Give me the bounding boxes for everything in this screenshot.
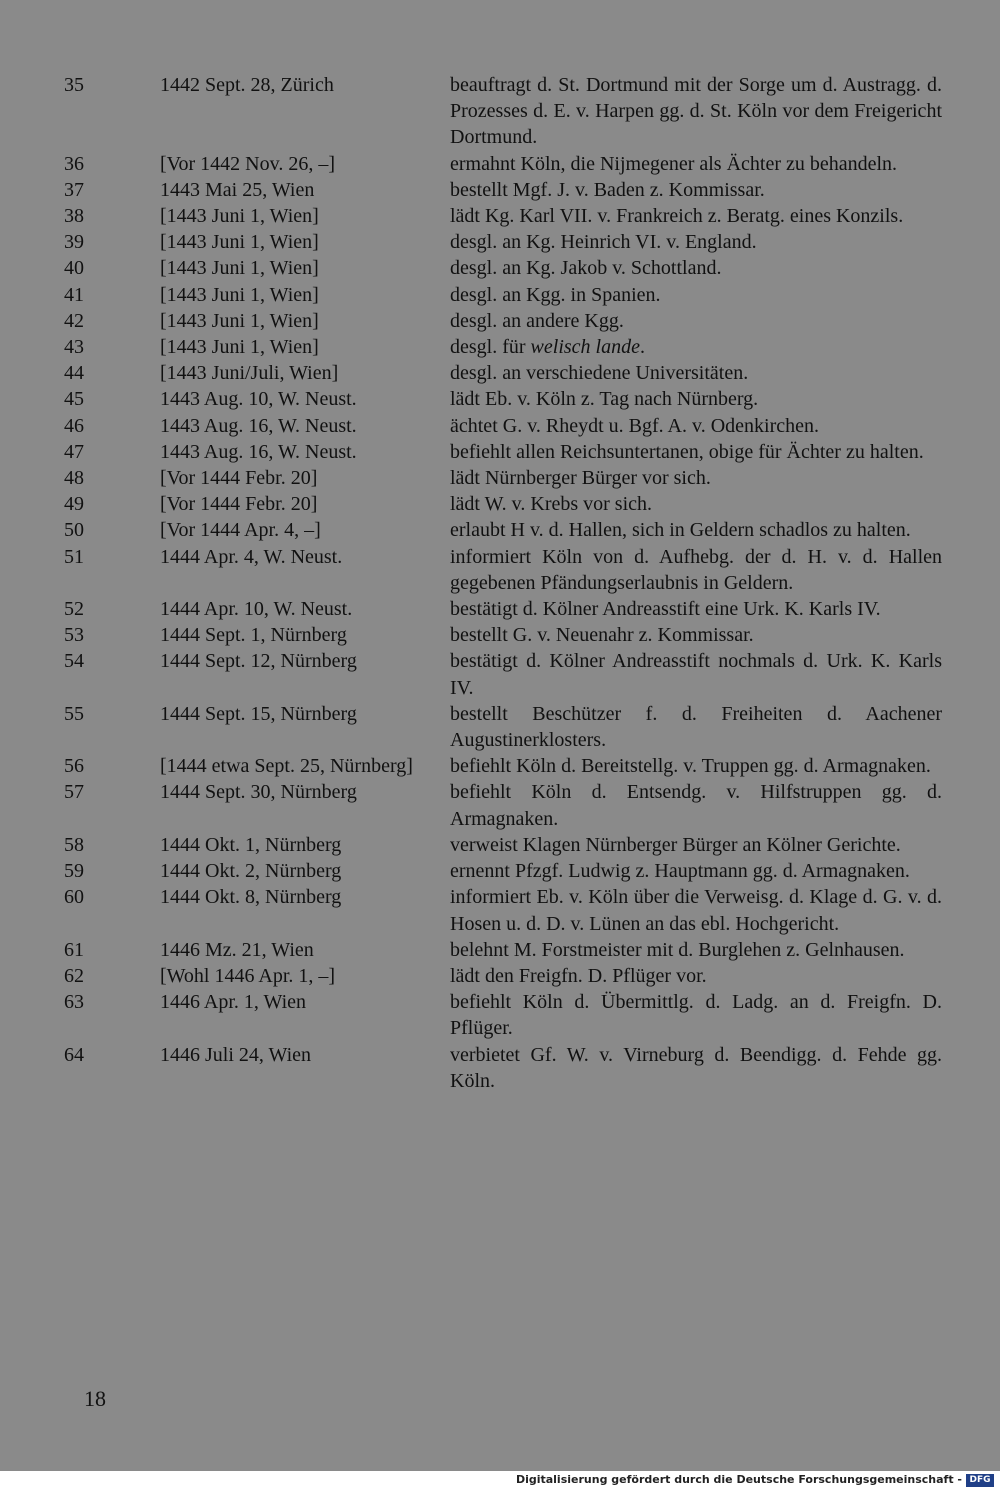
entry-number: 48 xyxy=(64,467,84,490)
entry-number: 50 xyxy=(64,519,84,542)
entry-date: [Vor 1444 Febr. 20] xyxy=(160,493,318,516)
entry-number: 56 xyxy=(64,755,84,778)
entry-date: [1443 Juni 1, Wien] xyxy=(160,336,319,359)
description-italic-text: welisch lande xyxy=(530,336,640,359)
entry-description: bestellt Mgf. J. v. Baden z. Kommissar. xyxy=(450,178,765,201)
entry-description: ernennt Pfzgf. Ludwig z. Hauptmann gg. d. Armagnaken. xyxy=(450,860,910,883)
entry-description: bestätigt d. Kölner Andreasstift nochmals d. Urk. K. Karls IV. xyxy=(450,650,942,699)
table-row xyxy=(0,282,1000,308)
description-tail: . xyxy=(639,336,645,359)
entry-number: 44 xyxy=(64,362,84,385)
entry-description: desgl. an Kgg. in Spanien. xyxy=(450,283,661,306)
table-row xyxy=(0,544,1000,596)
entry-date: 1446 Apr. 1, Wien xyxy=(160,991,307,1014)
entry-description: erlaubt H v. d. Hallen, sich in Geldern schadlos zu halten. xyxy=(450,519,911,542)
entry-number: 53 xyxy=(64,624,84,647)
entry-number: 55 xyxy=(64,702,84,725)
entry-number: 60 xyxy=(64,886,84,909)
table-row xyxy=(0,439,1000,465)
table-row xyxy=(0,832,1000,858)
entry-date: 1444 Apr. 10, W. Neust. xyxy=(160,598,353,621)
entry-date: [1443 Juni/Juli, Wien] xyxy=(160,362,339,385)
entry-number: 45 xyxy=(64,388,84,411)
entry-date: 1444 Sept. 1, Nürnberg xyxy=(160,624,347,647)
table-row xyxy=(0,989,1000,1041)
entry-description: informiert Köln von d. Aufhebg. der d. H. v. d. Hallen gegebenen Pfändungserlaubnis in Geldern. xyxy=(450,545,942,594)
dfg-logo-icon: DFG xyxy=(966,1474,994,1487)
entry-number: 59 xyxy=(64,860,84,883)
table-row xyxy=(0,596,1000,622)
entry-description: befiehlt Köln d. Übermittlg. d. Ladg. an d. Freigfn. D. Pflüger. xyxy=(450,991,942,1040)
entry-number: 64 xyxy=(64,1043,84,1066)
entry-description: befiehlt allen Reichsuntertanen, obige für Ächter zu halten. xyxy=(450,440,924,463)
entry-number: 47 xyxy=(64,440,84,463)
entry-description: informiert Eb. v. Köln über die Verweisg. d. Klage d. G. v. d. Hosen u. d. D. v. Lünen an das ebl. Hochgericht. xyxy=(450,886,942,935)
entry-number: 37 xyxy=(64,178,84,201)
entry-date: [1443 Juni 1, Wien] xyxy=(160,257,319,280)
entry-date: 1444 Sept. 30, Nürnberg xyxy=(160,781,357,804)
entry-date: 1444 Okt. 1, Nürnberg xyxy=(160,833,342,856)
entry-number: 46 xyxy=(64,414,84,437)
table-row xyxy=(0,465,1000,491)
entry-date: [Wohl 1446 Apr. 1, –] xyxy=(160,964,336,987)
table-row xyxy=(0,779,1000,831)
entry-description: befiehlt Köln d. Entsendg. v. Hilfstruppen gg. d. Armagnaken. xyxy=(450,781,942,830)
entry-description: lädt W. v. Krebs vor sich. xyxy=(450,493,653,516)
entry-description: desgl. an Kg. Jakob v. Schottland. xyxy=(450,257,722,280)
entry-number: 51 xyxy=(64,545,84,568)
entry-number: 42 xyxy=(64,309,84,332)
table-row xyxy=(0,963,1000,989)
entry-date: 1442 Sept. 28, Zürich xyxy=(160,74,334,96)
description-text: desgl. für xyxy=(450,336,526,359)
entry-description: lädt den Freigfn. D. Pflüger vor. xyxy=(450,964,707,987)
entry-date: 1443 Aug. 16, W. Neust. xyxy=(160,440,357,463)
entry-description: befiehlt Köln d. Bereitstellg. v. Truppen gg. d. Armagnaken. xyxy=(450,755,931,778)
entry-number: 38 xyxy=(64,205,84,228)
entry-number: 35 xyxy=(64,74,84,96)
entry-date: 1446 Mz. 21, Wien xyxy=(160,938,314,961)
entry-date: 1444 Sept. 15, Nürnberg xyxy=(160,702,357,725)
entry-date: 1444 Okt. 8, Nürnberg xyxy=(160,886,342,909)
entry-number: 58 xyxy=(64,833,84,856)
entry-date: 1444 Okt. 2, Nürnberg xyxy=(160,860,342,883)
entry-description: bestätigt d. Kölner Andreasstift eine Urk. K. Karls IV. xyxy=(450,598,881,621)
entry-date: [Vor 1442 Nov. 26, –] xyxy=(160,152,335,175)
table-row xyxy=(0,701,1000,753)
entry-description: lädt Eb. v. Köln z. Tag nach Nürnberg. xyxy=(450,388,759,411)
entry-description: lädt Nürnberger Bürger vor sich. xyxy=(450,467,711,490)
table-row xyxy=(0,151,1000,177)
table-row xyxy=(0,858,1000,884)
entry-number: 41 xyxy=(64,283,84,306)
register-table xyxy=(0,72,1000,1094)
entry-description: desgl. an verschiedene Universitäten. xyxy=(450,362,749,385)
table-row xyxy=(0,753,1000,779)
table-row xyxy=(0,491,1000,517)
table-row xyxy=(0,203,1000,229)
entry-date: [1443 Juni 1, Wien] xyxy=(160,231,319,254)
entry-date: 1444 Apr. 4, W. Neust. xyxy=(160,545,343,568)
entry-description: belehnt M. Forstmeister mit d. Burglehen z. Gelnhausen. xyxy=(450,938,905,961)
entry-number: 36 xyxy=(64,152,84,175)
table-row xyxy=(0,255,1000,281)
table-row xyxy=(0,517,1000,543)
entry-date: [1443 Juni 1, Wien] xyxy=(160,283,319,306)
entry-number: 43 xyxy=(64,336,84,359)
entry-number: 39 xyxy=(64,231,84,254)
entry-date: [1443 Juni 1, Wien] xyxy=(160,309,319,332)
table-row xyxy=(0,413,1000,439)
entry-date: [1444 etwa Sept. 25, Nürnberg] xyxy=(160,755,413,778)
entry-number: 49 xyxy=(64,493,84,516)
entry-description: bestellt G. v. Neuenahr z. Kommissar. xyxy=(450,624,754,647)
entry-date: 1444 Sept. 12, Nürnberg xyxy=(160,650,357,673)
page-number: 18 xyxy=(84,1386,106,1411)
table-row xyxy=(0,308,1000,334)
table-row xyxy=(0,334,1000,360)
entry-description: lädt Kg. Karl VII. v. Frankreich z. Beratg. eines Konzils. xyxy=(450,205,904,228)
table-row xyxy=(0,72,1000,151)
entry-description: ermahnt Köln, die Nijmegener als Ächter zu behandeln. xyxy=(450,152,898,175)
entry-description: desgl. an andere Kgg. xyxy=(450,309,624,332)
entry-number: 57 xyxy=(64,781,84,804)
entry-date: 1443 Aug. 10, W. Neust. xyxy=(160,388,357,411)
entry-description: verbietet Gf. W. v. Virneburg d. Beendigg. d. Fehde gg. Köln. xyxy=(450,1043,942,1092)
table-row xyxy=(0,1042,1000,1094)
table-row xyxy=(0,360,1000,386)
table-row xyxy=(0,177,1000,203)
entry-description: bestellt Beschützer f. d. Freiheiten d. Aachener Augustinerklosters. xyxy=(450,702,942,752)
table-row xyxy=(0,937,1000,963)
entry-date: [1443 Juni 1, Wien] xyxy=(160,205,319,228)
entry-number: 40 xyxy=(64,257,84,280)
entry-number: 62 xyxy=(64,964,84,987)
table-row xyxy=(0,386,1000,412)
entry-description: verweist Klagen Nürnberger Bürger an Kölner Gerichte. xyxy=(450,833,901,856)
entry-description: ächtet G. v. Rheydt u. Bgf. A. v. Odenkirchen. xyxy=(450,414,819,437)
footer-funding-text: Digitalisierung gefördert durch die Deutsche Forschungsgemeinschaft - xyxy=(515,1473,962,1486)
table-row xyxy=(0,229,1000,255)
entry-description: beauftragt d. St. Dortmund mit der Sorge um d. Austragg. d. Prozesses d. E. v. Harpen gg. d. St. Köln vor dem Freigericht Dortmund. xyxy=(450,74,942,149)
table-row xyxy=(0,622,1000,648)
entry-number: 61 xyxy=(64,938,84,961)
entry-date: [Vor 1444 Febr. 20] xyxy=(160,467,318,490)
table-row xyxy=(0,884,1000,936)
entry-date: [Vor 1444 Apr. 4, –] xyxy=(160,519,321,542)
entry-date: 1446 Juli 24, Wien xyxy=(160,1043,312,1066)
entry-description xyxy=(450,334,942,360)
entry-number: 54 xyxy=(64,650,84,673)
entry-date: 1443 Mai 25, Wien xyxy=(160,178,315,201)
entry-description: desgl. an Kg. Heinrich VI. v. England. xyxy=(450,231,757,254)
entry-date: 1443 Aug. 16, W. Neust. xyxy=(160,414,357,437)
footer-bar xyxy=(0,1471,1000,1491)
entry-number: 63 xyxy=(64,991,84,1014)
table-row xyxy=(0,648,1000,700)
entry-number: 52 xyxy=(64,598,84,621)
